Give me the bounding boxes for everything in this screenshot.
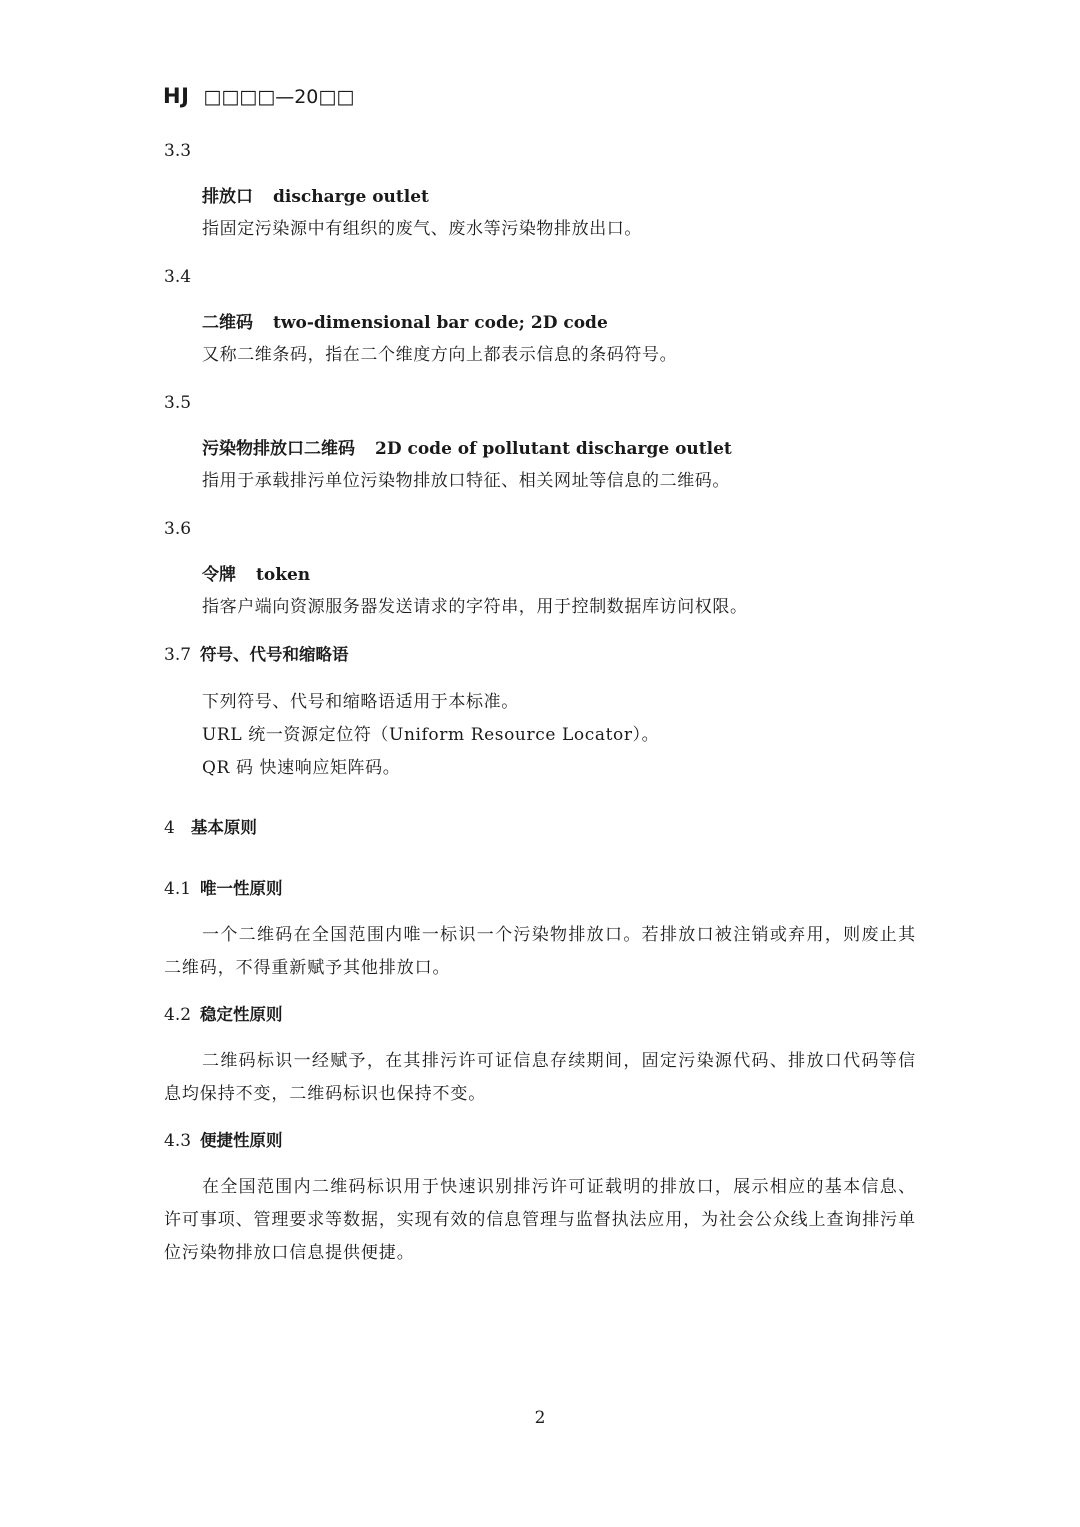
chapter-number: 4: [164, 818, 175, 838]
section-heading: [164, 1129, 283, 1153]
term-zh: 令牌: [202, 565, 236, 585]
term-zh: 污染物排放口二维码: [202, 439, 355, 459]
section-heading: [164, 643, 349, 667]
term-definition: 指客户端向资源服务器发送请求的字符串，用于控制数据库访问权限。: [202, 597, 748, 617]
list-line: URL 统一资源定位符（Uniform Resource Locator）。: [202, 725, 660, 745]
term-definition: 指用于承载排污单位污染物排放口特征、相关网址等信息的二维码。: [202, 471, 730, 491]
term-zh: 排放口: [202, 187, 253, 207]
list-line: QR 码 快速响应矩阵码。: [202, 758, 401, 778]
section-title: 唯一性原则: [200, 879, 283, 898]
term-en: token: [256, 565, 311, 585]
paragraph: 一个二维码在全国范围内唯一标识一个污染物排放口。若排放口被注销或弃用，则废止其二维码，不得重新赋予其他排放口。: [164, 925, 916, 978]
term-en: discharge outlet: [273, 187, 429, 207]
section-number: 3.7: [164, 645, 192, 665]
paragraph: 二维码标识一经赋予，在其排污许可证信息存续期间，固定污染源代码、排放口代码等信息均保持不变，二维码标识也保持不变。: [164, 1051, 916, 1104]
section-title: 便捷性原则: [200, 1131, 283, 1150]
page-header: [163, 84, 354, 114]
term-en: 2D code of pollutant discharge outlet: [375, 439, 732, 459]
section-heading: [164, 877, 283, 901]
term-title: [202, 437, 732, 461]
term-en: two-dimensional bar code; 2D code: [273, 313, 608, 333]
term-number: 3.6: [164, 519, 192, 539]
term-title: [202, 563, 310, 587]
term-zh: 二维码: [202, 313, 253, 333]
list-line: 下列符号、代号和缩略语适用于本标准。: [202, 692, 519, 712]
paragraph: 在全国范围内二维码标识用于快速识别排污许可证载明的排放口，展示相应的基本信息、许可事项、管理要求等数据，实现有效的信息管理与监督执法应用，为社会公众线上查询排污单位污染物排放口信息提供便捷。: [164, 1177, 916, 1263]
term-number: 3.3: [164, 141, 192, 161]
section-heading: [164, 1003, 283, 1027]
section-number: 4.3: [164, 1131, 192, 1151]
section-number: 4.1: [164, 879, 192, 899]
term-number: 3.4: [164, 267, 192, 287]
term-title: [202, 311, 608, 335]
term-title: [202, 185, 429, 209]
standard-code: HJ: [163, 84, 190, 108]
standard-number: □□□□—20□□: [203, 86, 355, 108]
term-number: 3.5: [164, 393, 192, 413]
section-number: 4.2: [164, 1005, 192, 1025]
chapter-heading: [164, 816, 257, 840]
term-definition: 又称二维条码，指在二个维度方向上都表示信息的条码符号。: [202, 345, 678, 365]
page-number: 2: [534, 1408, 546, 1428]
chapter-title: 基本原则: [190, 818, 257, 837]
section-title: 稳定性原则: [200, 1005, 283, 1024]
section-title: 符号、代号和缩略语: [200, 645, 349, 664]
term-definition: 指固定污染源中有组织的废气、废水等污染物排放出口。: [202, 219, 642, 239]
